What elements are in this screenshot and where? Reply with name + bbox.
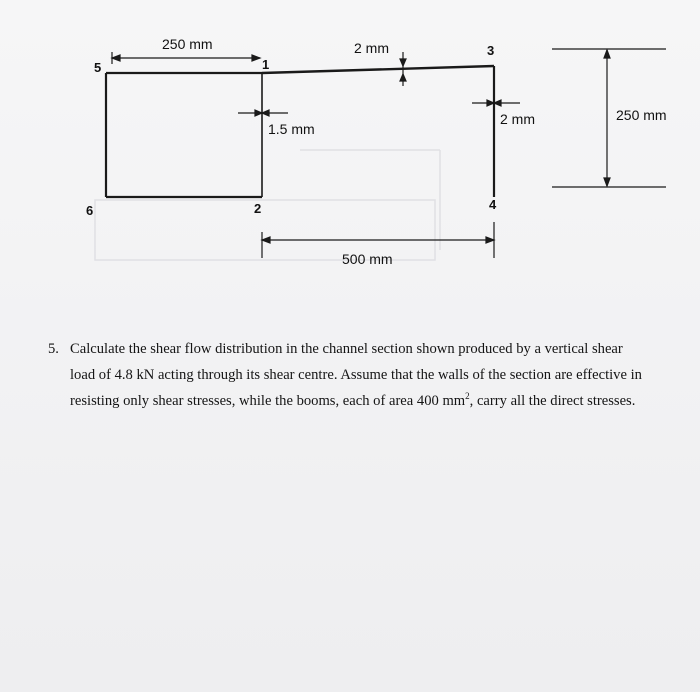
problem-text (70, 336, 648, 414)
right-web-thickness-label: 2 mm (500, 111, 535, 127)
boom-label-1: 1 (262, 57, 270, 72)
boom-label-6: 6 (86, 203, 94, 218)
top-wall (262, 66, 494, 73)
top-flange-dimension (112, 52, 260, 64)
top-flange-dimension-label: 250 mm (162, 36, 213, 52)
web-height-label: 250 mm (616, 107, 667, 123)
boom-label-3: 3 (487, 43, 495, 58)
channel-section-diagram (0, 0, 700, 320)
area-unit-superscript: 2 (465, 391, 470, 402)
boom-label-2: 2 (254, 201, 262, 216)
inner-flange-thickness-marker (238, 110, 288, 116)
inner-flange-thickness-label: 1.5 mm (268, 121, 315, 137)
boom-label-5: 5 (94, 60, 102, 75)
top-thickness-label: 2 mm (354, 40, 389, 56)
problem-statement (48, 336, 648, 414)
web-spacing-label: 500 mm (342, 251, 393, 267)
problem-number: 5. (48, 341, 59, 357)
bleed-through-marks (95, 150, 440, 260)
problem-text-part1: Calculate the shear flow distribution in the channel section shown produced by a vertical shear load of 4.8 kN acting through its shear centre. Assume that the walls of the section are effective in resisting only shear stresses, while the booms, each of area 400 mm (70, 341, 642, 409)
right-web-thickness-marker (472, 100, 520, 106)
boom-label-4: 4 (489, 197, 497, 212)
problem-text-part2: , carry all the direct stresses. (469, 393, 636, 409)
